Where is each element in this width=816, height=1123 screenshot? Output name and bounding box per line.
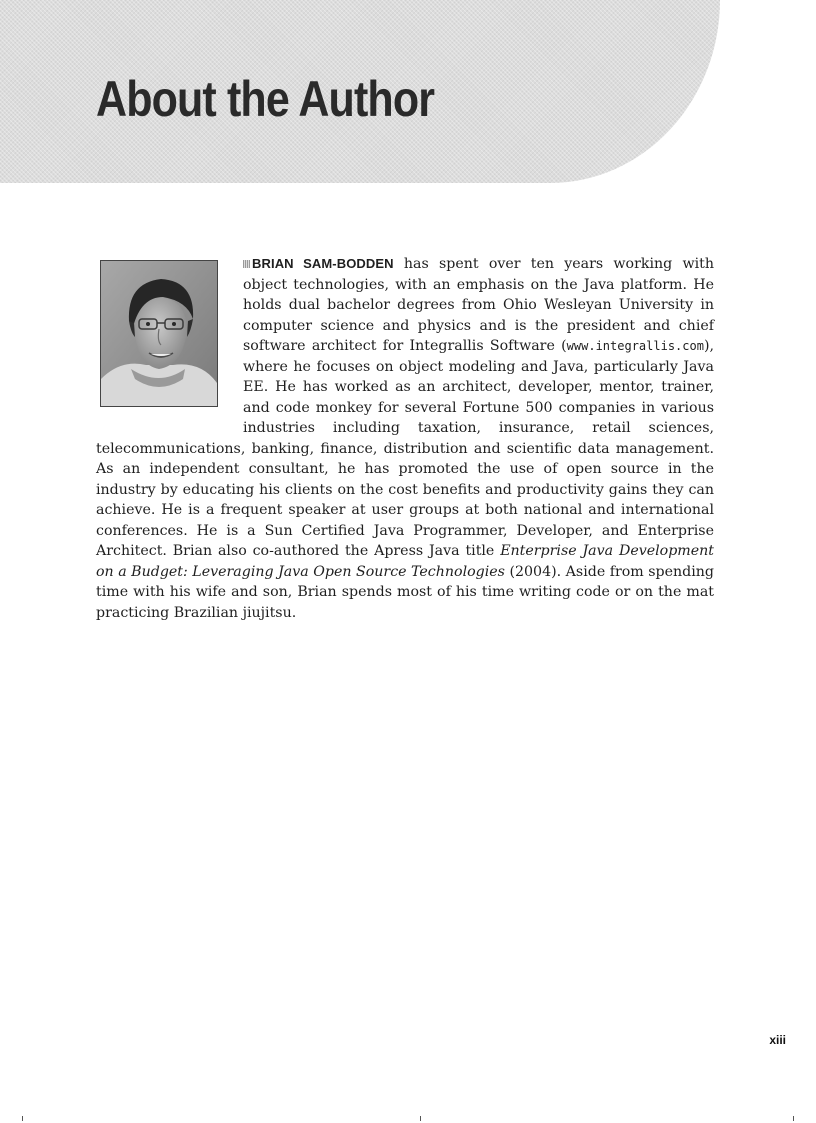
author-bio bbox=[96, 254, 714, 623]
page-number: xiii bbox=[769, 1033, 786, 1047]
chapter-title: About the Author bbox=[96, 71, 435, 127]
bio-text-middle: ), where he focuses on object modeling and Java, particularly Java EE. He has worked as an architect, developer, mentor, trainer, and code monkey for several Fortune 500 companies in various industries including taxation, insurance, retail sciences, telecommunications, banking, finance, distribution and scientific data management. As an independent consultant, he has promoted the use of open source in the industry by educating his clients on the cost benefits and productivity gains they can achieve. He is a frequent speaker at user groups at both national and international conferences. He is a Sun Certified Java Programmer, Developer, and Enterprise Architect. Brian also co-authored the Apress Java title bbox=[96, 338, 714, 559]
section-bullet-icon bbox=[243, 260, 250, 268]
bio-text-intro: has spent over ten years working with object technologies, with an emphasis on the Java platform. He holds dual bachelor degrees from Ohio Wesleyan University in computer science and physics and is the president and chief software architect for Integrallis Software ( bbox=[243, 256, 714, 354]
crop-mark bbox=[22, 1116, 23, 1121]
crop-mark bbox=[420, 1116, 421, 1121]
photo-spacer bbox=[96, 254, 243, 437]
author-name: BRIAN SAM-BODDEN bbox=[252, 256, 394, 271]
book-title: Enterprise Java Development on a Budget: Leveraging Java Open Source Technologies bbox=[96, 543, 714, 580]
bio-text-ending: (2004). Aside from spending time with his wife and son, Brian spends most of his time writing code or on the mat practicing Brazilian jiujitsu. bbox=[96, 563, 715, 621]
crop-mark bbox=[793, 1116, 794, 1121]
company-url: www.integrallis.com bbox=[566, 339, 704, 353]
